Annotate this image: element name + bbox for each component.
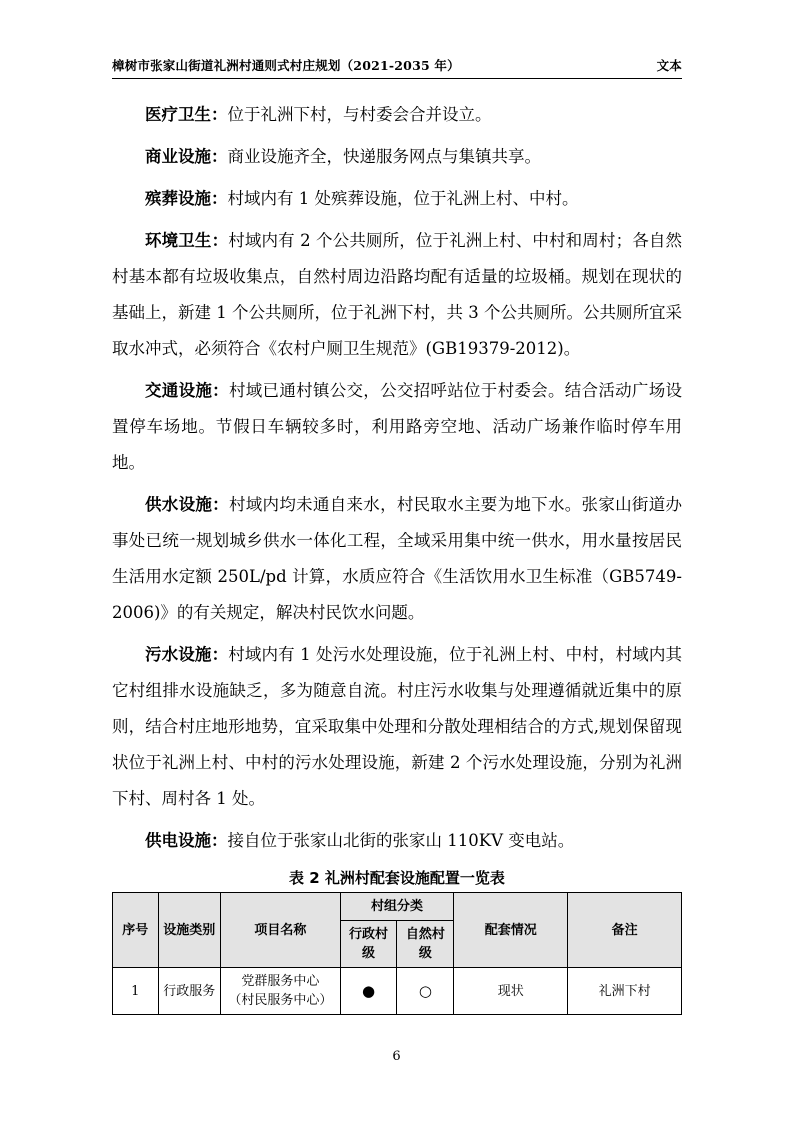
- paragraph-body: 村域已通村镇公交，公交招呼站位于村委会。结合活动广场设置停车场地。节假日车辆较多时，利用路旁空地、活动广场兼作临时停车用地。: [112, 381, 683, 472]
- cell-project-line2: （村民服务中心）: [228, 993, 333, 1008]
- paragraph-body: 村域内有 1 处殡葬设施，位于礼洲上村、中村。: [227, 189, 579, 208]
- header-index: 序号: [113, 893, 159, 968]
- paragraph-lead: 环境卫生：: [145, 231, 229, 250]
- paragraph-body: 接自位于张家山北街的张家山 110KV 变电站。: [227, 831, 575, 850]
- paragraph-body: 村域内均未通自来水，村民取水主要为地下水。张家山街道办事处已统一规划城乡供水一体化工程，全域采用集中统一供水，用水量按居民生活用水定额 250L/pd 计算，水质应符合《生活饮用水卫生标准（GB5749-2006)》的有关规定，解决村民饮水问题。: [112, 495, 683, 622]
- paragraph-lead: 商业设施：: [145, 147, 228, 166]
- paragraph-lead: 污水设施：: [145, 645, 229, 664]
- cell-project: [221, 968, 340, 1015]
- cell-project-line1: 党群服务中心: [241, 974, 320, 989]
- page-number: 6: [392, 1049, 401, 1064]
- paragraph-lead: 医疗卫生：: [145, 105, 228, 124]
- paragraph-body: 村域内有 1 处污水处理设施，位于礼洲上村、中村，村域内其它村组排水设施缺乏，多为随意自流。村庄污水收集与处理遵循就近集中的原则，结合村庄地形地势，宜采取集中处理和分散处理相结合的方式,规划保留现状位于礼洲上村、中村的污水处理设施，新建 2 个污水处理设施，分别为礼洲下村、周村各 1 处。: [112, 645, 682, 808]
- header-admin-level: 行政村级: [340, 921, 397, 968]
- cell-admin-level-marker: ●: [340, 968, 397, 1015]
- paragraph-lead: 交通设施：: [145, 381, 229, 400]
- paragraph-lead: 殡葬设施：: [145, 189, 228, 208]
- cell-category: 行政服务: [158, 968, 221, 1015]
- paragraph-body: 位于礼洲下村，与村委会合并设立。: [227, 105, 492, 124]
- paragraph-sanitation: [112, 223, 682, 367]
- table-caption: 表 2 礼洲村配套设施配置一览表: [289, 869, 505, 887]
- paragraph-funeral: [112, 181, 682, 217]
- paragraph-sewage: [112, 637, 682, 817]
- cell-remark: 礼洲下村: [568, 968, 682, 1015]
- header-natural-level: 自然村级: [397, 921, 454, 968]
- paragraph-medical: [112, 97, 682, 133]
- page-footer: [0, 1049, 793, 1064]
- page-header: [112, 56, 682, 79]
- page-content: [112, 56, 682, 1015]
- cell-config: 现状: [454, 968, 568, 1015]
- table-row: [113, 968, 682, 1015]
- header-remark: 备注: [568, 893, 682, 968]
- header-group: 村组分类: [340, 893, 454, 921]
- header-section-label: 文本: [656, 58, 682, 73]
- paragraph-commercial: [112, 139, 682, 175]
- paragraph-power-supply: [112, 823, 682, 859]
- paragraph-body: 村域内有 2 个公共厕所，位于礼洲上村、中村和周村；各自然村基本都有垃圾收集点，自然村周边沿路均配有适量的垃圾桶。规划在现状的基础上，新建 1 个公共厕所，位于礼洲下村，共 3 个公共厕所。公共厕所宜采取水冲式，必须符合《农村户厕卫生规范》(GB19379-2012)。: [112, 231, 682, 358]
- paragraph-body: 商业设施齐全，快递服务网点与集镇共享。: [227, 147, 541, 166]
- body-text: [112, 97, 682, 859]
- cell-index: 1: [113, 968, 159, 1015]
- table-header-row-1: [113, 893, 682, 921]
- header-category: 设施类别: [158, 893, 221, 968]
- cell-natural-level-marker: ○: [397, 968, 454, 1015]
- paragraph-water-supply: [112, 487, 682, 631]
- header-config: 配套情况: [454, 893, 568, 968]
- paragraph-transport: [112, 373, 682, 481]
- header-project: 项目名称: [221, 893, 340, 968]
- paragraph-lead: 供电设施：: [145, 831, 228, 850]
- header-title: 樟树市张家山街道礼洲村通则式村庄规划（2021-2035 年）: [112, 58, 460, 73]
- paragraph-lead: 供水设施：: [145, 495, 229, 514]
- facility-table: [112, 892, 682, 1015]
